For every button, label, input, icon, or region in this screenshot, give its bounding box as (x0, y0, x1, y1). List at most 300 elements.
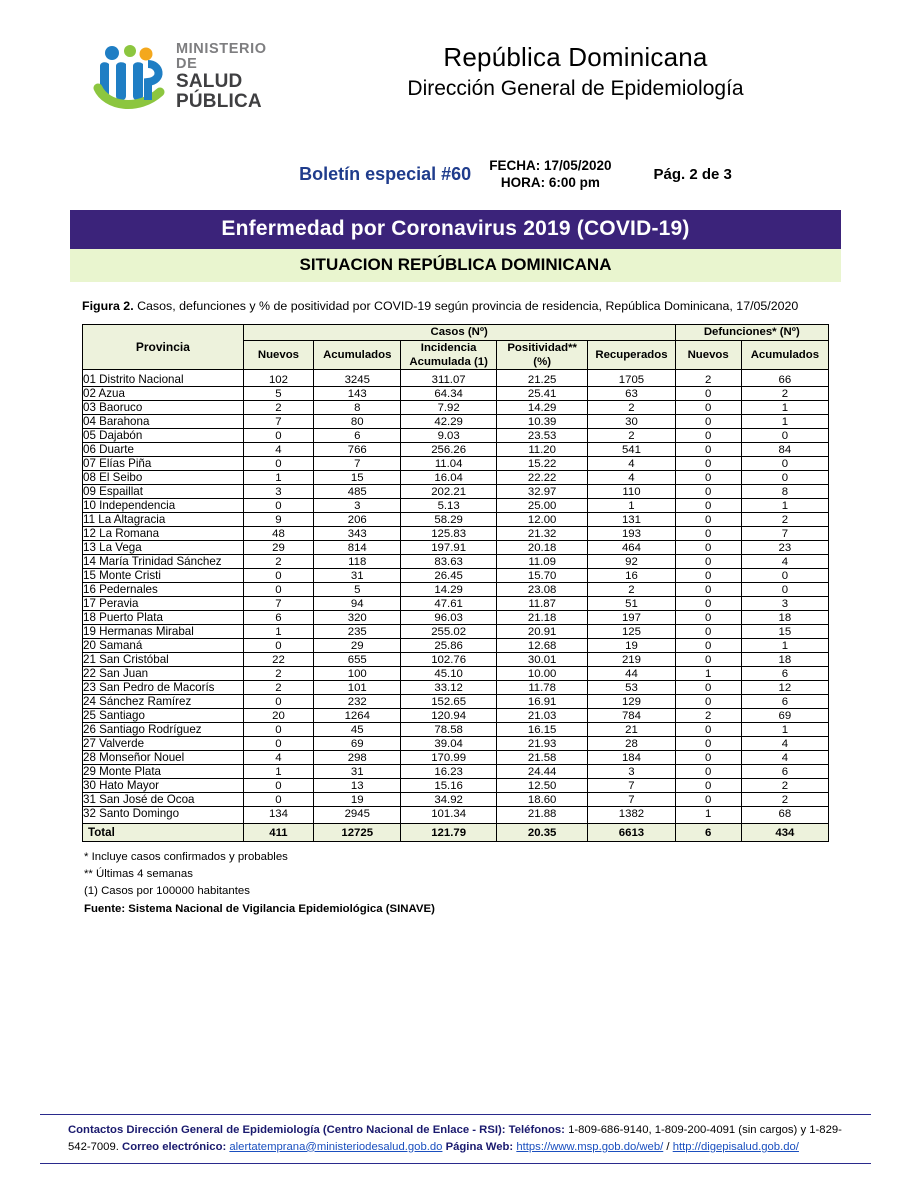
cell-value: 0 (675, 639, 741, 653)
cell-value: 3245 (314, 370, 401, 387)
cell-value: 0 (243, 695, 313, 709)
cell-value: 31 (314, 569, 401, 583)
cell-value: 129 (588, 695, 675, 709)
cell-value: 3 (314, 499, 401, 513)
footer-title: Contactos Dirección General de Epidemiología (Centro Nacional de Enlace - RSI): (68, 1124, 506, 1137)
cell-provincia: 29 Monte Plata (83, 765, 244, 779)
figure-label: Figura 2. (82, 298, 134, 313)
table-row (83, 583, 829, 597)
cell-value: 464 (588, 541, 675, 555)
cell-value: 4 (243, 443, 313, 457)
col-group-casos: Casos (Nº) (243, 325, 675, 340)
cell-value: 18.60 (496, 793, 587, 807)
banner-situation-title: SITUACION REPÚBLICA DOMINICANA (70, 249, 841, 282)
cell-value: 232 (314, 695, 401, 709)
cell-provincia: 01 Distrito Nacional (83, 370, 244, 387)
cell-value: 1 (741, 415, 828, 429)
cell-total-value: 411 (243, 824, 313, 842)
cell-value: 20.18 (496, 541, 587, 555)
cell-value: 1382 (588, 807, 675, 824)
cell-value: 0 (243, 583, 313, 597)
country-title: República Dominicana (443, 42, 708, 72)
cell-value: 0 (675, 471, 741, 485)
cell-provincia: 32 Santo Domingo (83, 807, 244, 824)
cell-value: 1 (741, 499, 828, 513)
table-row (83, 611, 829, 625)
cell-value: 7 (314, 457, 401, 471)
cell-value: 32.97 (496, 485, 587, 499)
cell-value: 11.04 (401, 457, 497, 471)
cell-provincia: 09 Espaillat (83, 485, 244, 499)
cell-value: 655 (314, 653, 401, 667)
cell-value: 2 (588, 401, 675, 415)
footer-phones: 1-809-686-9140, 1-809-200-4091 (sin cargos) y 1-829-542-7009. (68, 1124, 842, 1153)
cell-value: 19 (314, 793, 401, 807)
cell-value: 0 (243, 429, 313, 443)
cell-value: 31 (314, 765, 401, 779)
cell-value: 47.61 (401, 597, 497, 611)
cell-value: 8 (314, 401, 401, 415)
cell-provincia: 12 La Romana (83, 527, 244, 541)
bulletin-info-row (40, 158, 871, 192)
figure-caption (82, 298, 829, 315)
cell-value: 7 (243, 597, 313, 611)
cell-value: 206 (314, 513, 401, 527)
cell-value: 152.65 (401, 695, 497, 709)
cell-value: 0 (243, 639, 313, 653)
cell-value: 18 (741, 611, 828, 625)
cell-value: 193 (588, 527, 675, 541)
cell-value: 34.92 (401, 793, 497, 807)
cell-value: 53 (588, 681, 675, 695)
cell-value: 44 (588, 667, 675, 681)
cell-value: 2 (243, 667, 313, 681)
cell-value: 24.44 (496, 765, 587, 779)
cell-value: 16.15 (496, 723, 587, 737)
table-row (83, 457, 829, 471)
cell-value: 101 (314, 681, 401, 695)
document-footer (40, 1114, 871, 1164)
cell-value: 1705 (588, 370, 675, 387)
cell-total-value: 6613 (588, 824, 675, 842)
table-row (83, 527, 829, 541)
cell-value: 64.34 (401, 387, 497, 401)
table-row (83, 807, 829, 824)
cell-value: 30 (588, 415, 675, 429)
cell-value: 0 (243, 793, 313, 807)
cell-value: 6 (243, 611, 313, 625)
cell-value: 15.16 (401, 779, 497, 793)
table-row (83, 415, 829, 429)
cell-value: 4 (741, 751, 828, 765)
cell-value: 5.13 (401, 499, 497, 513)
cell-total-value: 434 (741, 824, 828, 842)
cell-value: 21.88 (496, 807, 587, 824)
col-provincia: Provincia (83, 325, 244, 370)
cell-value: 69 (741, 709, 828, 723)
cell-value: 0 (675, 779, 741, 793)
cell-value: 4 (741, 737, 828, 751)
cell-value: 58.29 (401, 513, 497, 527)
cell-value: 3 (741, 597, 828, 611)
cell-value: 21.93 (496, 737, 587, 751)
cell-value: 11.09 (496, 555, 587, 569)
date-time-block (489, 158, 611, 192)
cell-value: 0 (675, 793, 741, 807)
cell-value: 4 (588, 457, 675, 471)
table-row (83, 485, 829, 499)
table-row (83, 765, 829, 779)
table-row (83, 569, 829, 583)
cell-value: 0 (675, 387, 741, 401)
table-row (83, 513, 829, 527)
cell-value: 0 (675, 513, 741, 527)
cell-value: 80 (314, 415, 401, 429)
table-row (83, 443, 829, 457)
bulletin-number: Boletín especial #60 (299, 164, 472, 185)
cell-value: 22.22 (496, 471, 587, 485)
cell-provincia: 07 Elías Piña (83, 457, 244, 471)
cell-total-value: 20.35 (496, 824, 587, 842)
cell-value: 0 (675, 429, 741, 443)
cell-value: 68 (741, 807, 828, 824)
cell-value: 102.76 (401, 653, 497, 667)
table-row (83, 793, 829, 807)
cell-value: 66 (741, 370, 828, 387)
cell-provincia: 25 Santiago (83, 709, 244, 723)
cell-value: 197.91 (401, 541, 497, 555)
cell-value: 0 (243, 723, 313, 737)
cell-value: 1 (675, 667, 741, 681)
cell-value: 23.53 (496, 429, 587, 443)
table-row (83, 370, 829, 387)
cell-value: 4 (588, 471, 675, 485)
cell-value: 20 (243, 709, 313, 723)
cell-provincia: 26 Santiago Rodríguez (83, 723, 244, 737)
cell-value: 21.18 (496, 611, 587, 625)
document-header (40, 0, 871, 152)
cell-value: 15 (314, 471, 401, 485)
cell-value: 21.03 (496, 709, 587, 723)
cell-value: 4 (243, 751, 313, 765)
cell-value: 102 (243, 370, 313, 387)
cell-value: 78.58 (401, 723, 497, 737)
title-block (290, 42, 871, 101)
cell-value: 3 (588, 765, 675, 779)
cell-provincia: 15 Monte Cristi (83, 569, 244, 583)
cell-provincia: 11 La Altagracia (83, 513, 244, 527)
cell-value: 16 (588, 569, 675, 583)
cell-value: 51 (588, 597, 675, 611)
cell-value: 14.29 (401, 583, 497, 597)
table-notes (84, 849, 827, 917)
cell-provincia: 31 San José de Ocoa (83, 793, 244, 807)
cell-value: 14.29 (496, 401, 587, 415)
table-row (83, 653, 829, 667)
cell-value: 131 (588, 513, 675, 527)
cell-value: 2 (243, 555, 313, 569)
logo-text (176, 42, 290, 112)
cell-provincia: 17 Peravia (83, 597, 244, 611)
cell-value: 15 (741, 625, 828, 639)
cell-value: 42.29 (401, 415, 497, 429)
cell-value: 0 (675, 443, 741, 457)
cell-value: 11.78 (496, 681, 587, 695)
cell-value: 29 (243, 541, 313, 555)
table-row (83, 541, 829, 555)
cell-value: 100 (314, 667, 401, 681)
cell-value: 83.63 (401, 555, 497, 569)
cell-total-value: 12725 (314, 824, 401, 842)
cell-value: 19 (588, 639, 675, 653)
table-row (83, 723, 829, 737)
cell-value: 0 (243, 499, 313, 513)
cell-provincia: 08 El Seibo (83, 471, 244, 485)
cell-value: 202.21 (401, 485, 497, 499)
cell-value: 1 (741, 639, 828, 653)
cell-value: 39.04 (401, 737, 497, 751)
cell-value: 10.39 (496, 415, 587, 429)
table-row (83, 737, 829, 751)
cell-value: 0 (675, 737, 741, 751)
cell-value: 255.02 (401, 625, 497, 639)
cell-value: 7 (243, 415, 313, 429)
cell-value: 1264 (314, 709, 401, 723)
cell-provincia: 19 Hermanas Mirabal (83, 625, 244, 639)
footer-email-link[interactable]: alertatemprana@ministeriodesalud.gob.do (229, 1140, 443, 1153)
cell-provincia: 18 Puerto Plata (83, 611, 244, 625)
table-row (83, 751, 829, 765)
cell-value: 2 (741, 513, 828, 527)
cell-value: 1 (243, 471, 313, 485)
cell-value: 118 (314, 555, 401, 569)
cell-value: 18 (741, 653, 828, 667)
cell-value: 7 (588, 793, 675, 807)
cell-value: 0 (675, 597, 741, 611)
cell-provincia: 02 Azua (83, 387, 244, 401)
cell-value: 10.00 (496, 667, 587, 681)
cell-value: 69 (314, 737, 401, 751)
cell-value: 23.08 (496, 583, 587, 597)
cell-provincia: 06 Duarte (83, 443, 244, 457)
cell-value: 125 (588, 625, 675, 639)
cell-value: 0 (675, 681, 741, 695)
cell-value: 219 (588, 653, 675, 667)
table-total-row (83, 824, 829, 842)
cell-value: 12.00 (496, 513, 587, 527)
cell-value: 541 (588, 443, 675, 457)
cell-value: 20.91 (496, 625, 587, 639)
cell-value: 28 (588, 737, 675, 751)
cell-value: 0 (741, 583, 828, 597)
cell-value: 6 (741, 667, 828, 681)
source-note: Fuente: Sistema Nacional de Vigilancia Epidemiológica (SINAVE) (84, 902, 435, 915)
cell-value: 92 (588, 555, 675, 569)
cell-value: 1 (243, 625, 313, 639)
cell-value: 0 (675, 765, 741, 779)
col-group-defunciones: Defunciones* (Nº) (675, 325, 828, 340)
note-3: (1) Casos por 100000 habitantes (84, 885, 250, 898)
table-row (83, 555, 829, 569)
cell-value: 23 (741, 541, 828, 555)
cell-value: 45.10 (401, 667, 497, 681)
cell-value: 21.25 (496, 370, 587, 387)
cell-value: 320 (314, 611, 401, 625)
cell-provincia: 16 Pedernales (83, 583, 244, 597)
cell-value: 0 (741, 569, 828, 583)
cell-value: 6 (741, 765, 828, 779)
cell-value: 12.50 (496, 779, 587, 793)
table-row (83, 499, 829, 513)
cell-value: 143 (314, 387, 401, 401)
cell-value: 30.01 (496, 653, 587, 667)
cell-value: 16.23 (401, 765, 497, 779)
note-2: ** Últimas 4 semanas (84, 868, 193, 881)
cell-value: 0 (675, 527, 741, 541)
logo-line-1: MINISTERIO DE (176, 41, 267, 73)
table-row (83, 597, 829, 611)
cell-value: 0 (243, 779, 313, 793)
cell-value: 2 (741, 779, 828, 793)
cell-value: 197 (588, 611, 675, 625)
cell-provincia: 21 San Cristóbal (83, 653, 244, 667)
footer-link-separator: / (666, 1140, 670, 1153)
logo-block (40, 42, 290, 112)
banner-disease-title: Enfermedad por Coronavirus 2019 (COVID-19) (70, 210, 841, 249)
table-row (83, 779, 829, 793)
cell-value: 25.41 (496, 387, 587, 401)
cell-value: 0 (675, 401, 741, 415)
table-row (83, 667, 829, 681)
footer-email-label: Correo electrónico: (122, 1140, 227, 1153)
cell-provincia: 10 Independencia (83, 499, 244, 513)
cell-value: 0 (675, 415, 741, 429)
cell-value: 0 (741, 429, 828, 443)
col-positividad: Positividad** (%) (496, 340, 587, 370)
cell-value: 0 (675, 625, 741, 639)
cell-value: 0 (675, 555, 741, 569)
footer-web-link-2[interactable]: http://digepisalud.gob.do/ (672, 1140, 799, 1153)
table-row (83, 695, 829, 709)
cell-provincia: 24 Sánchez Ramírez (83, 695, 244, 709)
cell-value: 25.86 (401, 639, 497, 653)
cell-value: 485 (314, 485, 401, 499)
cell-provincia: 28 Monseñor Nouel (83, 751, 244, 765)
table-row (83, 387, 829, 401)
cell-value: 11.20 (496, 443, 587, 457)
cell-value: 7 (588, 779, 675, 793)
cell-value: 25.00 (496, 499, 587, 513)
cell-provincia: 27 Valverde (83, 737, 244, 751)
cell-value: 0 (741, 471, 828, 485)
logo-line-2: SALUD PÚBLICA (176, 71, 262, 113)
cell-value: 766 (314, 443, 401, 457)
cell-provincia: 14 María Trinidad Sánchez (83, 555, 244, 569)
footer-web-label: Página Web: (445, 1140, 514, 1153)
table-header-group-row (83, 325, 829, 340)
cell-value: 16.91 (496, 695, 587, 709)
cell-value: 96.03 (401, 611, 497, 625)
cell-value: 15.70 (496, 569, 587, 583)
cell-value: 0 (675, 569, 741, 583)
cell-value: 1 (741, 401, 828, 415)
cell-value: 21 (588, 723, 675, 737)
table-row (83, 639, 829, 653)
table-row (83, 429, 829, 443)
cell-total-label: Total (83, 824, 244, 842)
cell-value: 6 (314, 429, 401, 443)
cell-value: 8 (741, 485, 828, 499)
col-incidencia-acumulada: Incidencia Acumulada (1) (401, 340, 497, 370)
cell-provincia: 30 Hato Mayor (83, 779, 244, 793)
cell-value: 0 (675, 541, 741, 555)
cell-value: 94 (314, 597, 401, 611)
cell-value: 1 (741, 723, 828, 737)
cases-table (82, 324, 829, 842)
page-label: Pág. 2 de 3 (653, 166, 732, 184)
cell-value: 45 (314, 723, 401, 737)
data-table-wrapper (82, 324, 829, 842)
cell-value: 63 (588, 387, 675, 401)
cell-value: 1 (243, 765, 313, 779)
cell-value: 12 (741, 681, 828, 695)
note-1: * Incluye casos confirmados y probables (84, 851, 288, 864)
cell-value: 1 (675, 807, 741, 824)
cell-value: 2 (243, 401, 313, 415)
cell-value: 84 (741, 443, 828, 457)
cell-value: 13 (314, 779, 401, 793)
cell-provincia: 23 San Pedro de Macorís (83, 681, 244, 695)
cell-value: 4 (741, 555, 828, 569)
cell-value: 5 (314, 583, 401, 597)
cell-value: 7.92 (401, 401, 497, 415)
cell-value: 298 (314, 751, 401, 765)
cell-value: 0 (741, 457, 828, 471)
cell-value: 0 (675, 583, 741, 597)
cell-value: 125.83 (401, 527, 497, 541)
table-row (83, 401, 829, 415)
cell-value: 22 (243, 653, 313, 667)
cell-total-value: 6 (675, 824, 741, 842)
cell-value: 2 (243, 681, 313, 695)
col-recuperados: Recuperados (588, 340, 675, 370)
time-label: HORA: 6:00 pm (500, 174, 600, 190)
cell-provincia: 22 San Juan (83, 667, 244, 681)
cell-value: 134 (243, 807, 313, 824)
cell-value: 0 (675, 751, 741, 765)
cell-value: 2 (588, 583, 675, 597)
footer-web-link-1[interactable]: https://www.msp.gob.do/web/ (516, 1140, 664, 1153)
cell-value: 2 (588, 429, 675, 443)
cell-value: 170.99 (401, 751, 497, 765)
cell-total-value: 121.79 (401, 824, 497, 842)
cell-value: 0 (243, 569, 313, 583)
cell-provincia: 20 Samaná (83, 639, 244, 653)
cell-value: 11.87 (496, 597, 587, 611)
cell-value: 2 (741, 793, 828, 807)
cell-value: 21.32 (496, 527, 587, 541)
cell-provincia: 04 Barahona (83, 415, 244, 429)
cell-value: 12.68 (496, 639, 587, 653)
cell-value: 235 (314, 625, 401, 639)
cell-value: 0 (675, 723, 741, 737)
cell-value: 9 (243, 513, 313, 527)
cell-provincia: 03 Baoruco (83, 401, 244, 415)
cell-value: 256.26 (401, 443, 497, 457)
cell-value: 2945 (314, 807, 401, 824)
cell-value: 5 (243, 387, 313, 401)
cell-value: 16.04 (401, 471, 497, 485)
